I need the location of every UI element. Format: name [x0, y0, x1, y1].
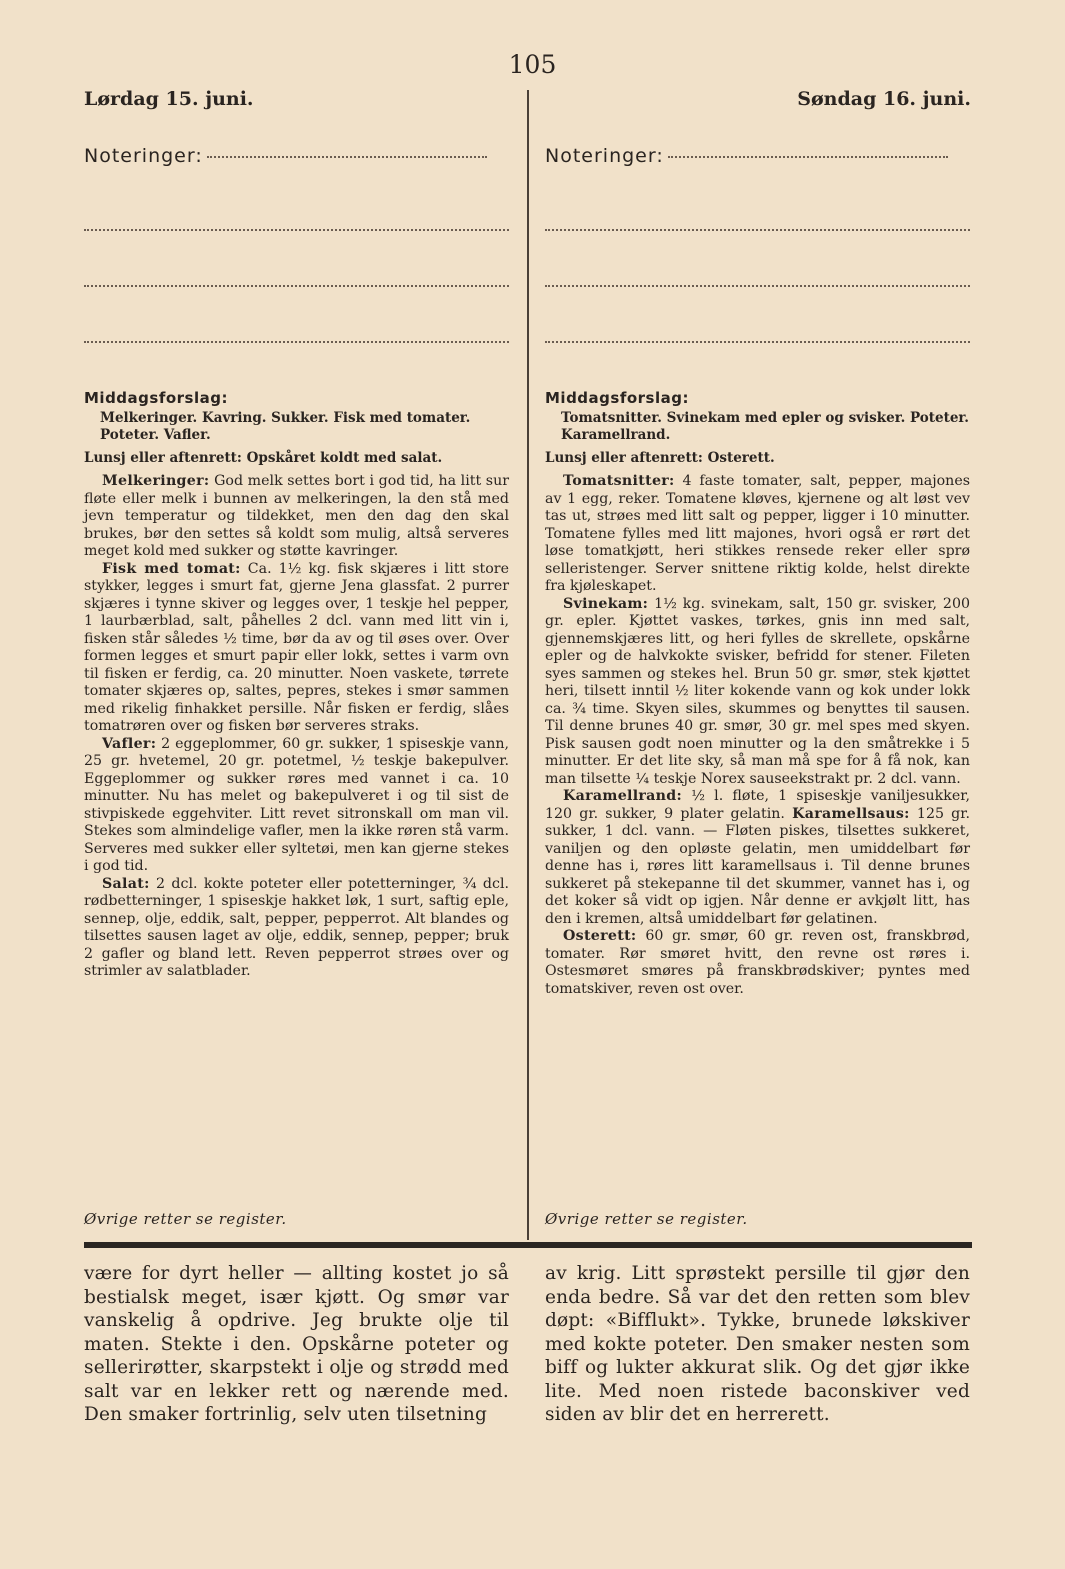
- recipe-heading: Karamellrand:: [563, 788, 683, 804]
- recipe-body: 60 gr. smør, 60 gr. reven ost, franskbrød, tomater. Rør smøret hvitt, den revne ost røres i. Ostesmøret smøres på franskbrødskiver; pyntes med tomatskiver, reven ost over.: [545, 928, 971, 997]
- recipe-heading: Fisk med tomat:: [102, 560, 241, 577]
- notes-line: [84, 287, 509, 343]
- notes-line: [84, 231, 509, 287]
- section-label: Middagsforslag:: [84, 389, 228, 407]
- recipe-paragraph: [545, 928, 970, 998]
- recipe-heading: Svinekam:: [563, 595, 649, 612]
- section-label: Middagsforslag:: [545, 389, 689, 407]
- recipe-paragraph: [84, 561, 509, 736]
- recipe-heading: Tomatsnitter:: [563, 473, 675, 489]
- recipe-text: [84, 473, 509, 981]
- recipe-body: ½ l. fløte, 1 spiseskje vaniljesukker, 120 gr. sukker, 9 plater gelatin.: [545, 788, 970, 822]
- recipe-body: 1½ kg. svinekam, salt, 150 gr. svisker, 200 gr. epler. Kjøttet vaskes, tørkes, gnis inn med salt, gjennemskjæres litt, og heri fylles de skrellete, opskårne epler og de halvkokte svisker, befridd for stener. Fileten syes sammen og stekes hel. Brun 50 gr. smør, stek kjøttet heri, tilsett inntil ½ liter kokende vann og kok under lokk ca. ¾ time. Skyen siles, skummes og benyttes til sausen. Til denne brunes 40 gr. smør, 30 gr. mel spes med skyen. Pisk sausen godt noen minutter og la den småtrekke i 5 minutter. Er det lite sky, så man må spe for å få nok, kan man tilsette ¼ teskje Norex sauseekstrakt pr. 2 dcl. vann.: [545, 595, 970, 787]
- column-divider: [527, 90, 529, 1240]
- page-number: 105: [508, 50, 557, 79]
- lunsj-text: Opskåret koldt med salat.: [246, 450, 443, 466]
- menu-text: Melkeringer. Kavring. Sukker. Fisk med tomater. Poteter. Vafler.: [100, 410, 471, 443]
- recipe-heading: Salat:: [102, 875, 150, 892]
- recipe-heading: Vafler:: [102, 735, 157, 752]
- dotted-line: [207, 155, 487, 158]
- register-note-left: Øvrige retter se register.: [84, 1210, 287, 1228]
- notes-line: [545, 175, 970, 231]
- lunsj-text: Osterett.: [707, 450, 775, 466]
- bottom-text-right: av krig. Litt sprøstekt persille til gjør den enda bedre. Så var det den retten som blev døpt: «Bifflukt». Tykke, brunede løkskiver med kokte poteter. Den smaker nesten som biff og lukter akkurat slik. Og det gjør ikke lite. Med noen ristede baconskiver ved siden av blir det en herrerett.: [545, 1263, 970, 1425]
- notes-line: [545, 287, 970, 343]
- menu-text: Tomatsnitter. Svinekam med epler og svisker. Poteter. Karamellrand.: [561, 410, 969, 443]
- bottom-text-left: være for dyrt heller — allting kostet jo så bestialsk meget, især kjøtt. Og smør var vanskelig å opdrive. Jeg brukte olje til maten. Stekte i den. Opskårne poteter og sellerirøtter, skarpstekt i olje og strødd med salt var en lekker rett og nærende med. Den smaker fortrinlig, selv uten tilsetning: [84, 1263, 509, 1425]
- dotted-line: [668, 155, 948, 158]
- recipe-body: Ca. 1½ kg. fisk skjæres i litt store stykker, legges i smurt fat, gjerne Jena glassfat. 2 purrer skjæres i tynne skiver og legges over, 1 teskje hel pepper, 1 laurbærblad, salt, påhelles 2 dcl. vann med litt vin i, fisken står således ½ time, bør da av og til øses over. Over formen legges et smurt papir eller lokk, settes i varm ovn til fisken er ferdig, ca. 20 minutter. Noen vaskete, tørrete tomater skjæres op, saltes, pepres, stekes i smør sammen med rikelig finhakket persille. Når fisken er ferdig, slåes tomatrøren over og fisken bør serveres straks.: [84, 560, 509, 734]
- day-heading-right: Søndag 16. juni.: [797, 88, 971, 110]
- lunsj-line: [84, 450, 509, 467]
- recipe-paragraph: [84, 736, 509, 876]
- recipe-body: 4 faste tomater, salt, pepper, majones av 1 egg, reker. Tomatene kløves, kjernene og alt løst vev tas ut, strøes med litt salt og pepper, ligger i 10 minutter. Tomatene fylles med litt majones, hvori også er rørt det løse tomatkjøtt, heri stikkes rensede reker eller sprø selleristenger. Server snittene riktig kolde, helst direkte fra kjøleskapet.: [545, 473, 970, 594]
- recipe-paragraph: [545, 596, 970, 789]
- notes-section-right: [545, 145, 970, 175]
- lunsj-label: Lunsj eller aftenrett:: [545, 450, 703, 466]
- recipe-paragraph: [84, 473, 509, 561]
- day-heading-left: Lørdag 15. juni.: [84, 88, 254, 110]
- notes-label: Noteringer:: [84, 145, 203, 167]
- recipe-paragraph: [545, 473, 970, 596]
- recipe-heading: Osterett:: [563, 928, 637, 944]
- notes-line: [545, 231, 970, 287]
- horizontal-rule: [84, 1242, 972, 1248]
- recipe-paragraph: [545, 788, 970, 928]
- recipe-heading: Karamellsaus:: [792, 805, 910, 822]
- recipe-body: 2 dcl. kokte poteter eller potetterninger, ¾ dcl. rødbetterninger, 1 spiseskje hakket løk, 1 surt, saftig eple, sennep, olje, eddik, salt, pepper, pepperrot. Alt blandes og tilsettes sausen laget av olje, eddik, sennep, pepper; bruk 2 gafler og bland lett. Reven pepperrot strøes over og strimler av salatblader.: [84, 875, 510, 979]
- recipe-body: 2 eggeplommer, 60 gr. sukker, 1 spiseskje vann, 25 gr. hvetemel, 20 gr. potetmel, ½ teskje bakepulver. Eggeplommer og sukker røres med vannet i ca. 10 minutter. Nu has melet og bakepulveret i og til sist de stivpiskede eggehviter. Litt revet sitronskall om man vil. Stekes som almindelige vafler, men la ikke røren stå varm. Serveres med sukker eller syltetøi, men kan gjerne stekes i god tid.: [84, 735, 509, 874]
- recipe-paragraph: [84, 876, 509, 981]
- notes-section-left: [84, 145, 509, 175]
- recipe-body: 125 gr. sukker, 1 dcl. vann. — Fløten piskes, tilsettes sukkeret, vaniljen og den opløste gelatin, men umiddelbart før denne has i, røres litt karamellsaus i. Til denne brunes sukkeret på stekepanne til det skummer, vannet has i, og det koker så vidt op igjen. Når denne er avkjølt litt, has den i kremen, altså umiddelbart før gelatinen.: [545, 805, 970, 927]
- left-column: [84, 145, 509, 981]
- lunsj-line: [545, 450, 970, 467]
- right-column: [545, 145, 970, 998]
- register-note-right: Øvrige retter se register.: [545, 1210, 748, 1228]
- notes-label: Noteringer:: [545, 145, 664, 167]
- recipe-body: God melk settes bort i god tid, ha litt sur fløte eller melk i bunnen av melkeringen, la den stå med jevn temperatur og tildekket, men den dag den skal brukes, bør den settes så koldt som mulig, altså serveres meget kold med sukker og støtte kavringer.: [84, 473, 509, 559]
- recipe-text: [545, 473, 970, 998]
- recipe-heading: Melkeringer:: [102, 473, 210, 489]
- lunsj-label: Lunsj eller aftenrett:: [84, 450, 242, 466]
- notes-line: [84, 175, 509, 231]
